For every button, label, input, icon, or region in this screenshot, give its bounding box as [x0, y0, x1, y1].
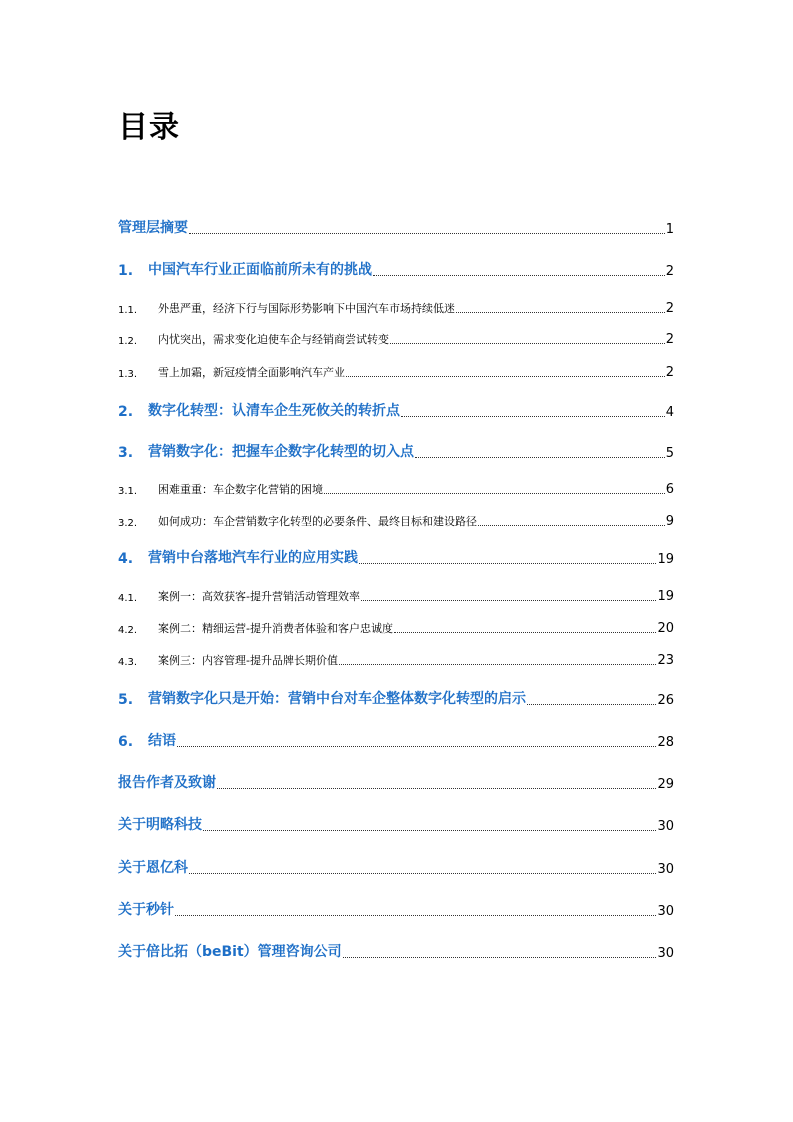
toc-entry-number: 4.	[118, 551, 134, 567]
dot-leader	[359, 563, 656, 564]
toc-entry-text: 报告作者及致谢	[118, 775, 216, 791]
toc-entry-number: 3.	[118, 445, 134, 461]
dot-leader	[177, 746, 656, 747]
toc-entry-text: 内忧突出，需求变化迫使车企与经销商尝试转变	[158, 333, 389, 346]
toc-entry-page: 30	[657, 862, 674, 877]
toc-entry-number: 3.1.	[118, 486, 138, 497]
toc-entry-page: 2	[665, 332, 674, 347]
toc-entry[interactable]	[118, 443, 674, 461]
toc-entry-number: 1.3.	[118, 369, 138, 380]
dot-leader	[390, 343, 665, 344]
toc-entry-text: 雪上加霜，新冠疫情全面影响汽车产业	[158, 366, 345, 379]
toc-entry[interactable]	[118, 690, 674, 708]
toc-entry-page: 1	[665, 222, 674, 237]
toc-entry[interactable]	[118, 732, 674, 750]
dot-leader	[189, 233, 665, 234]
toc-entry[interactable]	[118, 943, 674, 961]
toc-entry-page: 23	[657, 653, 674, 668]
toc-entry-text: 如何成功：车企营销数字化转型的必要条件、最终目标和建设路径	[158, 515, 477, 528]
toc-entry[interactable]	[118, 261, 674, 279]
dot-leader	[175, 915, 656, 916]
dot-leader	[394, 632, 656, 633]
dot-leader	[343, 957, 657, 958]
toc-entry-number: 1.1.	[118, 305, 138, 316]
toc-entry-page: 29	[657, 777, 674, 792]
toc-subentry[interactable]	[118, 302, 674, 316]
toc-entry[interactable]	[118, 816, 674, 834]
toc-entry[interactable]	[118, 859, 674, 877]
toc-entry[interactable]	[118, 774, 674, 792]
toc-entry-text: 案例三：内容管理-提升品牌长期价值	[158, 654, 338, 667]
dot-leader	[339, 664, 656, 665]
toc-entry-text: 营销数字化只是开始：营销中台对车企整体数字化转型的启示	[148, 691, 526, 707]
toc-entry-text: 营销中台落地汽车行业的应用实践	[148, 550, 358, 566]
toc-entry-page: 30	[657, 946, 674, 961]
toc-entry-page: 28	[657, 735, 674, 750]
dot-leader	[346, 376, 665, 377]
toc-entry-number: 2.	[118, 404, 134, 420]
toc-entry[interactable]	[118, 901, 674, 919]
toc-entry-page: 9	[665, 514, 674, 529]
toc-entry-text: 案例一：高效获客-提升营销活动管理效率	[158, 590, 360, 603]
toc-entry-number: 5.	[118, 692, 134, 708]
toc-entry-text: 关于倍比拓（beBit）管理咨询公司	[118, 944, 342, 960]
toc-entry-text: 中国汽车行业正面临前所未有的挑战	[148, 262, 372, 278]
toc-entry-number: 3.2.	[118, 518, 138, 529]
toc-entry-page: 2	[665, 301, 674, 316]
toc-subentry[interactable]	[118, 515, 674, 529]
page-title: 目录	[118, 110, 180, 145]
toc-entry-number: 4.3.	[118, 657, 138, 668]
toc-entry-number: 1.2.	[118, 336, 138, 347]
toc-entry-page: 30	[657, 819, 674, 834]
toc-entry[interactable]	[118, 402, 674, 420]
toc-entry-page: 19	[657, 552, 674, 567]
toc-subentry[interactable]	[118, 590, 674, 604]
toc-entry-number: 4.1.	[118, 593, 138, 604]
toc-entry-text: 关于秒针	[118, 902, 174, 918]
dot-leader	[478, 525, 665, 526]
toc-entry-text: 案例二：精细运营-提升消费者体验和客户忠诚度	[158, 622, 393, 635]
toc-entry-page: 19	[657, 589, 674, 604]
dot-leader	[527, 704, 656, 705]
toc-entry-page: 5	[665, 446, 674, 461]
toc-subentry[interactable]	[118, 366, 674, 380]
dot-leader	[401, 416, 665, 417]
toc-entry[interactable]	[118, 549, 674, 567]
toc-entry-text: 数字化转型：认清车企生死攸关的转折点	[148, 403, 400, 419]
toc-entry-page: 20	[657, 621, 674, 636]
toc-entry-text: 困难重重：车企数字化营销的困境	[158, 483, 323, 496]
toc-entry-page: 30	[657, 904, 674, 919]
dot-leader	[217, 788, 656, 789]
toc-entry[interactable]	[118, 219, 674, 237]
toc-subentry[interactable]	[118, 654, 674, 668]
toc-entry-number: 6.	[118, 734, 134, 750]
toc-entry-page: 2	[665, 264, 674, 279]
dot-leader	[456, 312, 665, 313]
dot-leader	[373, 275, 665, 276]
toc-subentry[interactable]	[118, 333, 674, 347]
toc-entry-text: 营销数字化：把握车企数字化转型的切入点	[148, 444, 414, 460]
toc-entry-page: 4	[665, 405, 674, 420]
toc-subentry[interactable]	[118, 483, 674, 497]
toc-entry-text: 结语	[148, 733, 176, 749]
toc-entry-text: 管理层摘要	[118, 220, 188, 236]
toc-entry-number: 4.2.	[118, 625, 138, 636]
toc-entry-text: 外患严重，经济下行与国际形势影响下中国汽车市场持续低迷	[158, 302, 455, 315]
toc-entry-page: 6	[665, 482, 674, 497]
dot-leader	[324, 493, 665, 494]
toc-entry-text: 关于明略科技	[118, 817, 202, 833]
toc-entry-number: 1.	[118, 263, 134, 279]
toc-subentry[interactable]	[118, 622, 674, 636]
toc-entry-page: 2	[665, 365, 674, 380]
toc-entry-page: 26	[657, 693, 674, 708]
dot-leader	[361, 600, 656, 601]
dot-leader	[203, 830, 656, 831]
dot-leader	[415, 457, 665, 458]
toc-entry-text: 关于恩亿科	[118, 860, 188, 876]
dot-leader	[189, 873, 656, 874]
